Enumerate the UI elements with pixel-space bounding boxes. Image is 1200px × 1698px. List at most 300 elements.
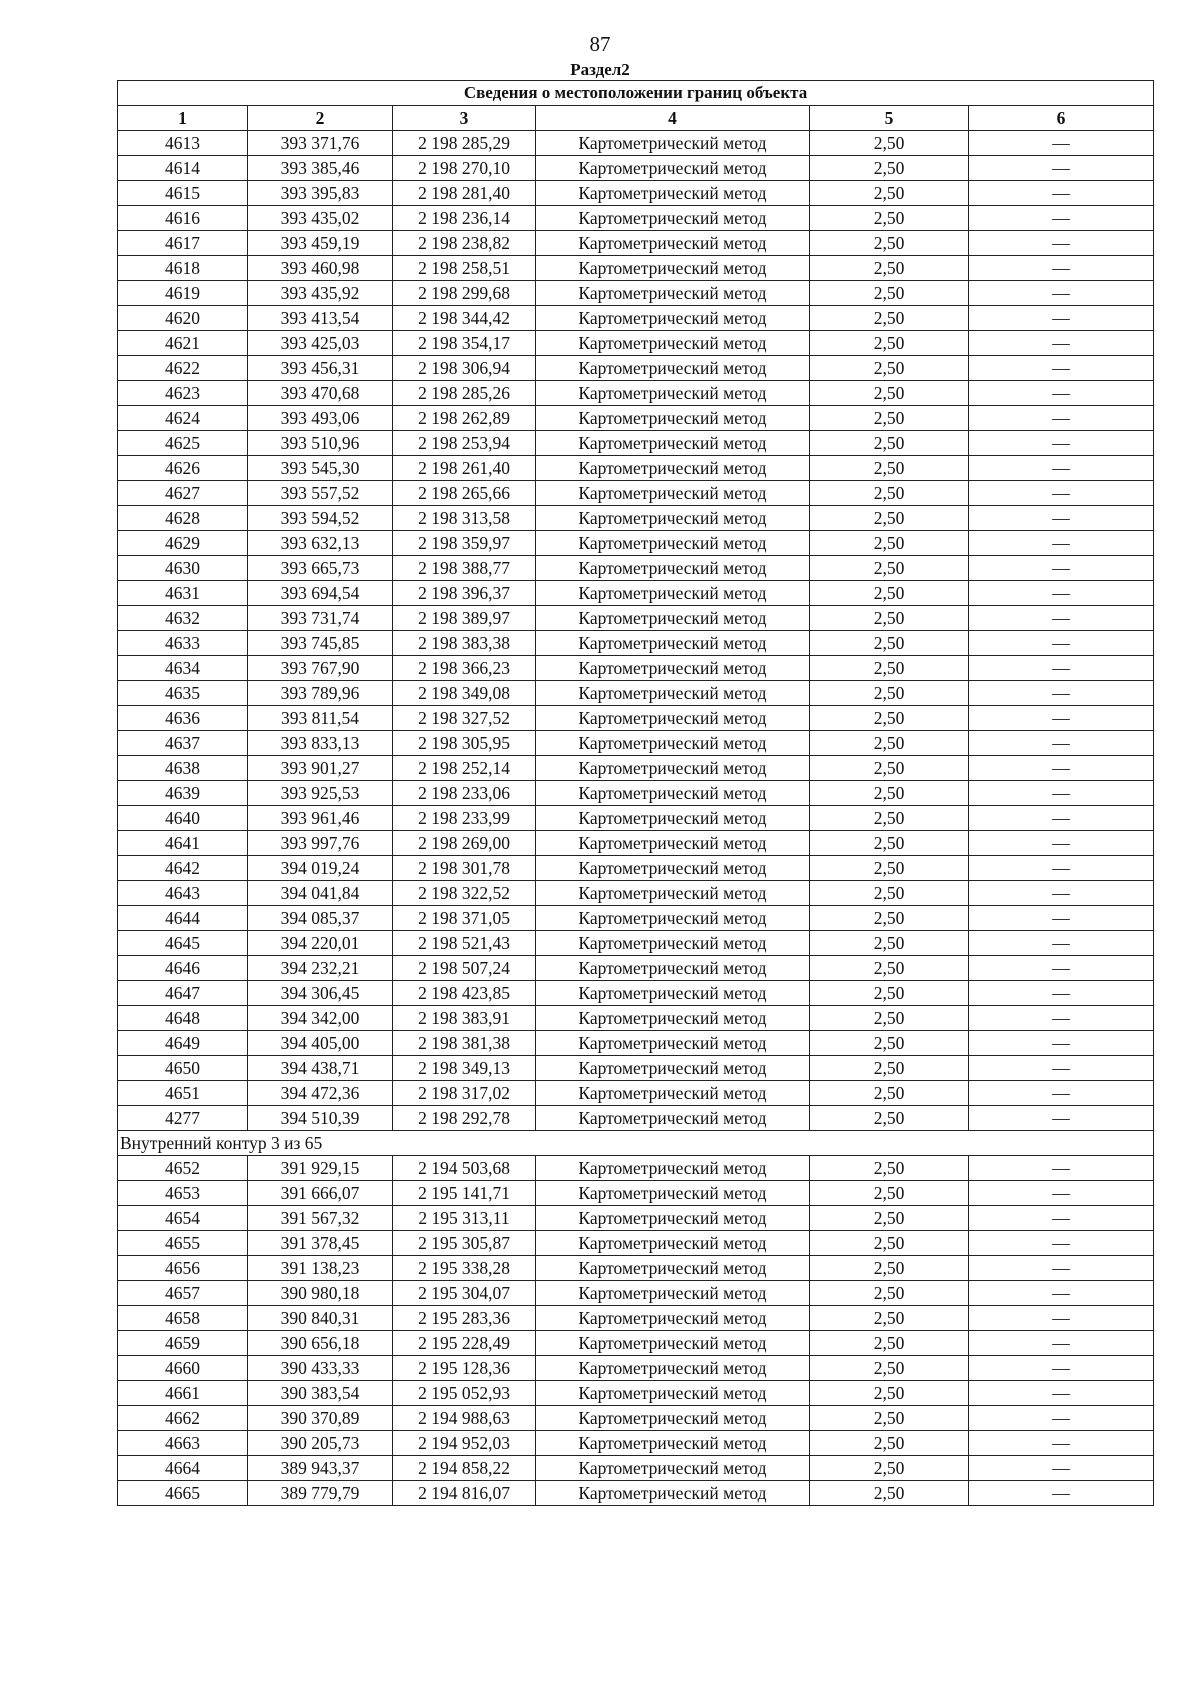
description-cell: — xyxy=(969,1281,1154,1306)
description-cell: — xyxy=(969,281,1154,306)
description-cell: — xyxy=(969,906,1154,931)
x-coordinate-cell: 390 370,89 xyxy=(248,1406,393,1431)
table-row xyxy=(118,1331,1154,1356)
method-cell: Картометрический метод xyxy=(536,1481,810,1506)
point-number-cell: 4661 xyxy=(118,1381,248,1406)
method-cell: Картометрический метод xyxy=(536,481,810,506)
point-number-cell: 4652 xyxy=(118,1156,248,1181)
point-number-cell: 4639 xyxy=(118,781,248,806)
description-cell: — xyxy=(969,1081,1154,1106)
table-row xyxy=(118,606,1154,631)
table-row xyxy=(118,306,1154,331)
x-coordinate-cell: 393 413,54 xyxy=(248,306,393,331)
description-cell: — xyxy=(969,1481,1154,1506)
table-row xyxy=(118,831,1154,856)
table-row xyxy=(118,1006,1154,1031)
table-row xyxy=(118,856,1154,881)
accuracy-cell: 2,50 xyxy=(810,156,969,181)
method-cell: Картометрический метод xyxy=(536,231,810,256)
table-row xyxy=(118,881,1154,906)
x-coordinate-cell: 394 510,39 xyxy=(248,1106,393,1131)
point-number-cell: 4659 xyxy=(118,1331,248,1356)
description-cell: — xyxy=(969,731,1154,756)
point-number-cell: 4626 xyxy=(118,456,248,481)
description-cell: — xyxy=(969,131,1154,156)
table-row xyxy=(118,806,1154,831)
accuracy-cell: 2,50 xyxy=(810,481,969,506)
accuracy-cell: 2,50 xyxy=(810,1081,969,1106)
accuracy-cell: 2,50 xyxy=(810,1256,969,1281)
table-row xyxy=(118,406,1154,431)
x-coordinate-cell: 390 383,54 xyxy=(248,1381,393,1406)
point-number-cell: 4624 xyxy=(118,406,248,431)
point-number-cell: 4615 xyxy=(118,181,248,206)
y-coordinate-cell: 2 198 305,95 xyxy=(393,731,536,756)
accuracy-cell: 2,50 xyxy=(810,881,969,906)
method-cell: Картометрический метод xyxy=(536,781,810,806)
point-number-cell: 4642 xyxy=(118,856,248,881)
table-row xyxy=(118,356,1154,381)
method-cell: Картометрический метод xyxy=(536,1281,810,1306)
y-coordinate-cell: 2 195 228,49 xyxy=(393,1331,536,1356)
method-cell: Картометрический метод xyxy=(536,431,810,456)
description-cell: — xyxy=(969,1231,1154,1256)
point-number-cell: 4618 xyxy=(118,256,248,281)
point-number-cell: 4649 xyxy=(118,1031,248,1056)
page-number: 87 xyxy=(589,32,611,56)
method-cell: Картометрический метод xyxy=(536,931,810,956)
y-coordinate-cell: 2 198 281,40 xyxy=(393,181,536,206)
description-cell: — xyxy=(969,931,1154,956)
x-coordinate-cell: 390 433,33 xyxy=(248,1356,393,1381)
description-cell: — xyxy=(969,306,1154,331)
table-row xyxy=(118,981,1154,1006)
description-cell: — xyxy=(969,206,1154,231)
x-coordinate-cell: 393 767,90 xyxy=(248,656,393,681)
accuracy-cell: 2,50 xyxy=(810,1031,969,1056)
table-row xyxy=(118,531,1154,556)
method-cell: Картометрический метод xyxy=(536,456,810,481)
y-coordinate-cell: 2 198 389,97 xyxy=(393,606,536,631)
accuracy-cell: 2,50 xyxy=(810,731,969,756)
accuracy-cell: 2,50 xyxy=(810,1206,969,1231)
x-coordinate-cell: 393 545,30 xyxy=(248,456,393,481)
x-coordinate-cell: 390 205,73 xyxy=(248,1431,393,1456)
y-coordinate-cell: 2 198 269,00 xyxy=(393,831,536,856)
point-number-cell: 4277 xyxy=(118,1106,248,1131)
y-coordinate-cell: 2 195 052,93 xyxy=(393,1381,536,1406)
x-coordinate-cell: 394 232,21 xyxy=(248,956,393,981)
description-cell: — xyxy=(969,156,1154,181)
x-coordinate-cell: 393 961,46 xyxy=(248,806,393,831)
method-cell: Картометрический метод xyxy=(536,156,810,181)
table-row xyxy=(118,956,1154,981)
table-row xyxy=(118,456,1154,481)
y-coordinate-cell: 2 198 258,51 xyxy=(393,256,536,281)
x-coordinate-cell: 393 694,54 xyxy=(248,581,393,606)
accuracy-cell: 2,50 xyxy=(810,406,969,431)
y-coordinate-cell: 2 195 141,71 xyxy=(393,1181,536,1206)
method-cell: Картометрический метод xyxy=(536,681,810,706)
description-cell: — xyxy=(969,981,1154,1006)
accuracy-cell: 2,50 xyxy=(810,1056,969,1081)
column-number: 2 xyxy=(248,106,393,131)
point-number-cell: 4638 xyxy=(118,756,248,781)
y-coordinate-cell: 2 195 305,87 xyxy=(393,1231,536,1256)
y-coordinate-cell: 2 198 381,38 xyxy=(393,1031,536,1056)
accuracy-cell: 2,50 xyxy=(810,806,969,831)
table-row xyxy=(118,156,1154,181)
contour-row xyxy=(118,1131,1154,1156)
accuracy-cell: 2,50 xyxy=(810,1306,969,1331)
method-cell: Картометрический метод xyxy=(536,1106,810,1131)
method-cell: Картометрический метод xyxy=(536,1331,810,1356)
y-coordinate-cell: 2 198 388,77 xyxy=(393,556,536,581)
point-number-cell: 4643 xyxy=(118,881,248,906)
table-row xyxy=(118,1056,1154,1081)
method-cell: Картометрический метод xyxy=(536,581,810,606)
table-row xyxy=(118,906,1154,931)
accuracy-cell: 2,50 xyxy=(810,356,969,381)
accuracy-cell: 2,50 xyxy=(810,231,969,256)
y-coordinate-cell: 2 198 383,38 xyxy=(393,631,536,656)
method-cell: Картометрический метод xyxy=(536,906,810,931)
accuracy-cell: 2,50 xyxy=(810,256,969,281)
point-number-cell: 4621 xyxy=(118,331,248,356)
accuracy-cell: 2,50 xyxy=(810,706,969,731)
table-row xyxy=(118,506,1154,531)
y-coordinate-cell: 2 195 338,28 xyxy=(393,1256,536,1281)
method-cell: Картометрический метод xyxy=(536,981,810,1006)
accuracy-cell: 2,50 xyxy=(810,1431,969,1456)
method-cell: Картометрический метод xyxy=(536,1431,810,1456)
table-row xyxy=(118,731,1154,756)
table-row xyxy=(118,181,1154,206)
method-cell: Картометрический метод xyxy=(536,331,810,356)
description-cell: — xyxy=(969,1431,1154,1456)
point-number-cell: 4633 xyxy=(118,631,248,656)
table-body xyxy=(118,81,1154,1506)
method-cell: Картометрический метод xyxy=(536,1156,810,1181)
accuracy-cell: 2,50 xyxy=(810,556,969,581)
accuracy-cell: 2,50 xyxy=(810,781,969,806)
y-coordinate-cell: 2 195 128,36 xyxy=(393,1356,536,1381)
table-row xyxy=(118,1206,1154,1231)
x-coordinate-cell: 393 925,53 xyxy=(248,781,393,806)
description-cell: — xyxy=(969,656,1154,681)
accuracy-cell: 2,50 xyxy=(810,906,969,931)
description-cell: — xyxy=(969,1181,1154,1206)
accuracy-cell: 2,50 xyxy=(810,306,969,331)
x-coordinate-cell: 391 138,23 xyxy=(248,1256,393,1281)
table-row xyxy=(118,631,1154,656)
y-coordinate-cell: 2 198 313,58 xyxy=(393,506,536,531)
table-row xyxy=(118,1031,1154,1056)
y-coordinate-cell: 2 198 383,91 xyxy=(393,1006,536,1031)
table-row xyxy=(118,1406,1154,1431)
description-cell: — xyxy=(969,831,1154,856)
point-number-cell: 4632 xyxy=(118,606,248,631)
method-cell: Картометрический метод xyxy=(536,381,810,406)
y-coordinate-cell: 2 198 285,26 xyxy=(393,381,536,406)
y-coordinate-cell: 2 198 507,24 xyxy=(393,956,536,981)
x-coordinate-cell: 391 929,15 xyxy=(248,1156,393,1181)
table-caption: Сведения о местоположении границ объекта xyxy=(118,81,1154,106)
point-number-cell: 4614 xyxy=(118,156,248,181)
x-coordinate-cell: 391 567,32 xyxy=(248,1206,393,1231)
method-cell: Картометрический метод xyxy=(536,556,810,581)
point-number-cell: 4623 xyxy=(118,381,248,406)
accuracy-cell: 2,50 xyxy=(810,506,969,531)
x-coordinate-cell: 393 510,96 xyxy=(248,431,393,456)
y-coordinate-cell: 2 198 301,78 xyxy=(393,856,536,881)
description-cell: — xyxy=(969,1106,1154,1131)
point-number-cell: 4645 xyxy=(118,931,248,956)
method-cell: Картометрический метод xyxy=(536,731,810,756)
method-cell: Картометрический метод xyxy=(536,631,810,656)
point-number-cell: 4655 xyxy=(118,1231,248,1256)
table-row xyxy=(118,256,1154,281)
description-cell: — xyxy=(969,381,1154,406)
description-cell: — xyxy=(969,431,1154,456)
x-coordinate-cell: 391 378,45 xyxy=(248,1231,393,1256)
method-cell: Картометрический метод xyxy=(536,356,810,381)
y-coordinate-cell: 2 198 233,99 xyxy=(393,806,536,831)
table-row xyxy=(118,1081,1154,1106)
y-coordinate-cell: 2 194 952,03 xyxy=(393,1431,536,1456)
y-coordinate-cell: 2 198 317,02 xyxy=(393,1081,536,1106)
description-cell: — xyxy=(969,1456,1154,1481)
method-cell: Картометрический метод xyxy=(536,1406,810,1431)
y-coordinate-cell: 2 194 503,68 xyxy=(393,1156,536,1181)
description-cell: — xyxy=(969,231,1154,256)
point-number-cell: 4651 xyxy=(118,1081,248,1106)
x-coordinate-cell: 391 666,07 xyxy=(248,1181,393,1206)
x-coordinate-cell: 393 460,98 xyxy=(248,256,393,281)
accuracy-cell: 2,50 xyxy=(810,931,969,956)
x-coordinate-cell: 393 470,68 xyxy=(248,381,393,406)
point-number-cell: 4635 xyxy=(118,681,248,706)
y-coordinate-cell: 2 198 359,97 xyxy=(393,531,536,556)
method-cell: Картометрический метод xyxy=(536,756,810,781)
table-row xyxy=(118,656,1154,681)
table-row xyxy=(118,331,1154,356)
description-cell: — xyxy=(969,356,1154,381)
point-number-cell: 4630 xyxy=(118,556,248,581)
table-row xyxy=(118,431,1154,456)
point-number-cell: 4631 xyxy=(118,581,248,606)
x-coordinate-cell: 394 019,24 xyxy=(248,856,393,881)
description-cell: — xyxy=(969,1056,1154,1081)
point-number-cell: 4664 xyxy=(118,1456,248,1481)
y-coordinate-cell: 2 195 313,11 xyxy=(393,1206,536,1231)
point-number-cell: 4654 xyxy=(118,1206,248,1231)
x-coordinate-cell: 394 041,84 xyxy=(248,881,393,906)
point-number-cell: 4629 xyxy=(118,531,248,556)
description-cell: — xyxy=(969,1206,1154,1231)
point-number-cell: 4640 xyxy=(118,806,248,831)
point-number-cell: 4650 xyxy=(118,1056,248,1081)
y-coordinate-cell: 2 198 349,08 xyxy=(393,681,536,706)
table-row xyxy=(118,1381,1154,1406)
description-cell: — xyxy=(969,781,1154,806)
table-row xyxy=(118,1256,1154,1281)
table-caption-row xyxy=(118,81,1154,106)
description-cell: — xyxy=(969,881,1154,906)
point-number-cell: 4617 xyxy=(118,231,248,256)
x-coordinate-cell: 389 779,79 xyxy=(248,1481,393,1506)
description-cell: — xyxy=(969,1256,1154,1281)
method-cell: Картометрический метод xyxy=(536,1381,810,1406)
column-number: 3 xyxy=(393,106,536,131)
point-number-cell: 4641 xyxy=(118,831,248,856)
description-cell: — xyxy=(969,756,1154,781)
x-coordinate-cell: 393 833,13 xyxy=(248,731,393,756)
description-cell: — xyxy=(969,406,1154,431)
point-number-cell: 4619 xyxy=(118,281,248,306)
accuracy-cell: 2,50 xyxy=(810,856,969,881)
description-cell: — xyxy=(969,1331,1154,1356)
table-row xyxy=(118,756,1154,781)
accuracy-cell: 2,50 xyxy=(810,631,969,656)
method-cell: Картометрический метод xyxy=(536,656,810,681)
table-row xyxy=(118,231,1154,256)
x-coordinate-cell: 390 656,18 xyxy=(248,1331,393,1356)
method-cell: Картометрический метод xyxy=(536,831,810,856)
point-number-cell: 4646 xyxy=(118,956,248,981)
y-coordinate-cell: 2 198 261,40 xyxy=(393,456,536,481)
x-coordinate-cell: 393 901,27 xyxy=(248,756,393,781)
y-coordinate-cell: 2 198 322,52 xyxy=(393,881,536,906)
accuracy-cell: 2,50 xyxy=(810,681,969,706)
description-cell: — xyxy=(969,506,1154,531)
description-cell: — xyxy=(969,256,1154,281)
method-cell: Картометрический метод xyxy=(536,1056,810,1081)
description-cell: — xyxy=(969,631,1154,656)
point-number-cell: 4653 xyxy=(118,1181,248,1206)
method-cell: Картометрический метод xyxy=(536,406,810,431)
point-number-cell: 4658 xyxy=(118,1306,248,1331)
y-coordinate-cell: 2 198 233,06 xyxy=(393,781,536,806)
x-coordinate-cell: 393 665,73 xyxy=(248,556,393,581)
accuracy-cell: 2,50 xyxy=(810,1381,969,1406)
method-cell: Картометрический метод xyxy=(536,206,810,231)
description-cell: — xyxy=(969,181,1154,206)
description-cell: — xyxy=(969,1031,1154,1056)
description-cell: — xyxy=(969,1356,1154,1381)
accuracy-cell: 2,50 xyxy=(810,956,969,981)
y-coordinate-cell: 2 195 304,07 xyxy=(393,1281,536,1306)
table-row xyxy=(118,281,1154,306)
method-cell: Картометрический метод xyxy=(536,1306,810,1331)
table-row xyxy=(118,1281,1154,1306)
accuracy-cell: 2,50 xyxy=(810,281,969,306)
y-coordinate-cell: 2 198 253,94 xyxy=(393,431,536,456)
column-number: 5 xyxy=(810,106,969,131)
accuracy-cell: 2,50 xyxy=(810,181,969,206)
x-coordinate-cell: 394 405,00 xyxy=(248,1031,393,1056)
y-coordinate-cell: 2 194 988,63 xyxy=(393,1406,536,1431)
table-row xyxy=(118,1481,1154,1506)
point-number-cell: 4662 xyxy=(118,1406,248,1431)
description-cell: — xyxy=(969,1306,1154,1331)
y-coordinate-cell: 2 195 283,36 xyxy=(393,1306,536,1331)
method-cell: Картометрический метод xyxy=(536,1456,810,1481)
accuracy-cell: 2,50 xyxy=(810,131,969,156)
point-number-cell: 4620 xyxy=(118,306,248,331)
y-coordinate-cell: 2 198 349,13 xyxy=(393,1056,536,1081)
method-cell: Картометрический метод xyxy=(536,606,810,631)
x-coordinate-cell: 394 085,37 xyxy=(248,906,393,931)
accuracy-cell: 2,50 xyxy=(810,531,969,556)
method-cell: Картометрический метод xyxy=(536,856,810,881)
point-number-cell: 4647 xyxy=(118,981,248,1006)
y-coordinate-cell: 2 198 238,82 xyxy=(393,231,536,256)
y-coordinate-cell: 2 198 265,66 xyxy=(393,481,536,506)
table-row xyxy=(118,131,1154,156)
contour-label: Внутренний контур 3 из 65 xyxy=(118,1131,1154,1156)
column-number: 4 xyxy=(536,106,810,131)
accuracy-cell: 2,50 xyxy=(810,656,969,681)
method-cell: Картометрический метод xyxy=(536,956,810,981)
accuracy-cell: 2,50 xyxy=(810,1156,969,1181)
point-number-cell: 4634 xyxy=(118,656,248,681)
table-row xyxy=(118,1181,1154,1206)
description-cell: — xyxy=(969,681,1154,706)
table-row xyxy=(118,1306,1154,1331)
table-row xyxy=(118,481,1154,506)
table-row xyxy=(118,581,1154,606)
column-number: 6 xyxy=(969,106,1154,131)
point-number-cell: 4665 xyxy=(118,1481,248,1506)
accuracy-cell: 2,50 xyxy=(810,331,969,356)
y-coordinate-cell: 2 198 262,89 xyxy=(393,406,536,431)
method-cell: Картометрический метод xyxy=(536,1206,810,1231)
method-cell: Картометрический метод xyxy=(536,531,810,556)
x-coordinate-cell: 394 472,36 xyxy=(248,1081,393,1106)
boundary-table xyxy=(117,80,1154,1506)
x-coordinate-cell: 393 493,06 xyxy=(248,406,393,431)
point-number-cell: 4656 xyxy=(118,1256,248,1281)
point-number-cell: 4648 xyxy=(118,1006,248,1031)
table-row xyxy=(118,1106,1154,1131)
x-coordinate-cell: 389 943,37 xyxy=(248,1456,393,1481)
description-cell: — xyxy=(969,456,1154,481)
section-title: Раздел2 xyxy=(570,60,630,79)
table-row xyxy=(118,1431,1154,1456)
point-number-cell: 4663 xyxy=(118,1431,248,1456)
description-cell: — xyxy=(969,706,1154,731)
x-coordinate-cell: 393 395,83 xyxy=(248,181,393,206)
x-coordinate-cell: 393 425,03 xyxy=(248,331,393,356)
accuracy-cell: 2,50 xyxy=(810,831,969,856)
description-cell: — xyxy=(969,481,1154,506)
accuracy-cell: 2,50 xyxy=(810,1406,969,1431)
method-cell: Картометрический метод xyxy=(536,1356,810,1381)
point-number-cell: 4637 xyxy=(118,731,248,756)
y-coordinate-cell: 2 198 306,94 xyxy=(393,356,536,381)
description-cell: — xyxy=(969,956,1154,981)
point-number-cell: 4622 xyxy=(118,356,248,381)
description-cell: — xyxy=(969,806,1154,831)
accuracy-cell: 2,50 xyxy=(810,1281,969,1306)
accuracy-cell: 2,50 xyxy=(810,1356,969,1381)
point-number-cell: 4660 xyxy=(118,1356,248,1381)
x-coordinate-cell: 393 371,76 xyxy=(248,131,393,156)
table-row xyxy=(118,1231,1154,1256)
accuracy-cell: 2,50 xyxy=(810,1181,969,1206)
method-cell: Картометрический метод xyxy=(536,1231,810,1256)
